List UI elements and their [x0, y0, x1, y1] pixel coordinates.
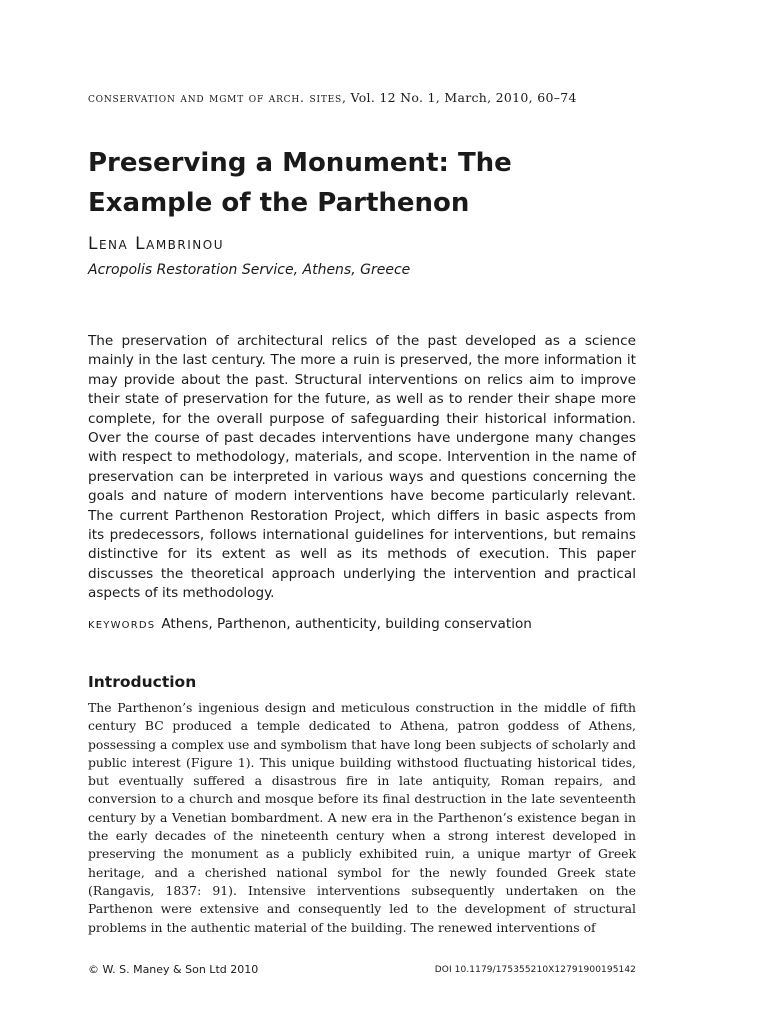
introduction-paragraph: The Parthenon’s ingenious design and meticulous construction in the middle of fifth century BC produced a temple dedicated to Athena, patron goddess of Athens, possessing a complex use and symbolism that have long been subjects of scholarly and public interest (Figure 1). This unique building withstood fluctuating historical tides, but eventually suffered a disastrous fire in late antiquity, Roman repairs, and conversion to a church and mosque before its final destruction in the late seventeenth century by a Venetian bombardment. A new era in the Parthenon’s existence began in the early decades of the nineteenth century when a strong interest developed in preserving the monument as a publicly exhibited ruin, a unique martyr of Greek heritage, and a cherished national symbol for the newly founded Greek state (Rangavis, 1837: 91). Intensive interventions subsequently undertaken on the Parthenon were extensive and consequently led to the development of structural problems in the authentic material of the building. The renewed interventions of	[88, 700, 636, 935]
doi: DOI 10.1179/175355210X12791900195142	[434, 965, 636, 975]
running-head	[88, 90, 636, 105]
journal-name: conservation and mgmt of arch. sites	[88, 90, 342, 105]
keywords-label: keywords	[88, 616, 156, 632]
abstract: The preservation of architectural relics of the past developed as a science mainly in the last century. The more a ruin is preserved, the more information it may provide about the past. Structural interventions on relics aim to improve their state of preservation for the future, as well as to render their shape more complete, for the overall purpose of safeguarding their historical information. Over the course of past decades interventions have undergone many changes with respect to methodology, materials, and scope. Intervention in the name of preservation can be interpreted in various ways and questions concerning the goals and nature of modern interventions have become particularly relevant. The current Parthenon Restoration Project, which differs in basic aspects from its predecessors, follows international guidelines for interventions, but remains distinctive for its extent as well as its methods of execution. This paper discusses the theoretical approach underlying the intervention and practical aspects of its methodology.	[88, 333, 636, 602]
article-page	[88, 0, 636, 1024]
author-affiliation: Acropolis Restoration Service, Athens, Greece	[88, 262, 411, 278]
article-title: Preserving a Monument: The Example of the Parthenon	[88, 148, 512, 218]
keywords	[88, 616, 636, 632]
section-heading-introduction: Introduction	[88, 673, 197, 691]
issue-info: , Vol. 12 No. 1, March, 2010, 60–74	[341, 90, 577, 105]
author-name: Lena Lambrinou	[88, 234, 224, 254]
copyright-notice: © W. S. Maney & Son Ltd 2010	[88, 963, 259, 976]
keywords-value: Athens, Parthenon, authenticity, building conservation	[161, 616, 532, 632]
